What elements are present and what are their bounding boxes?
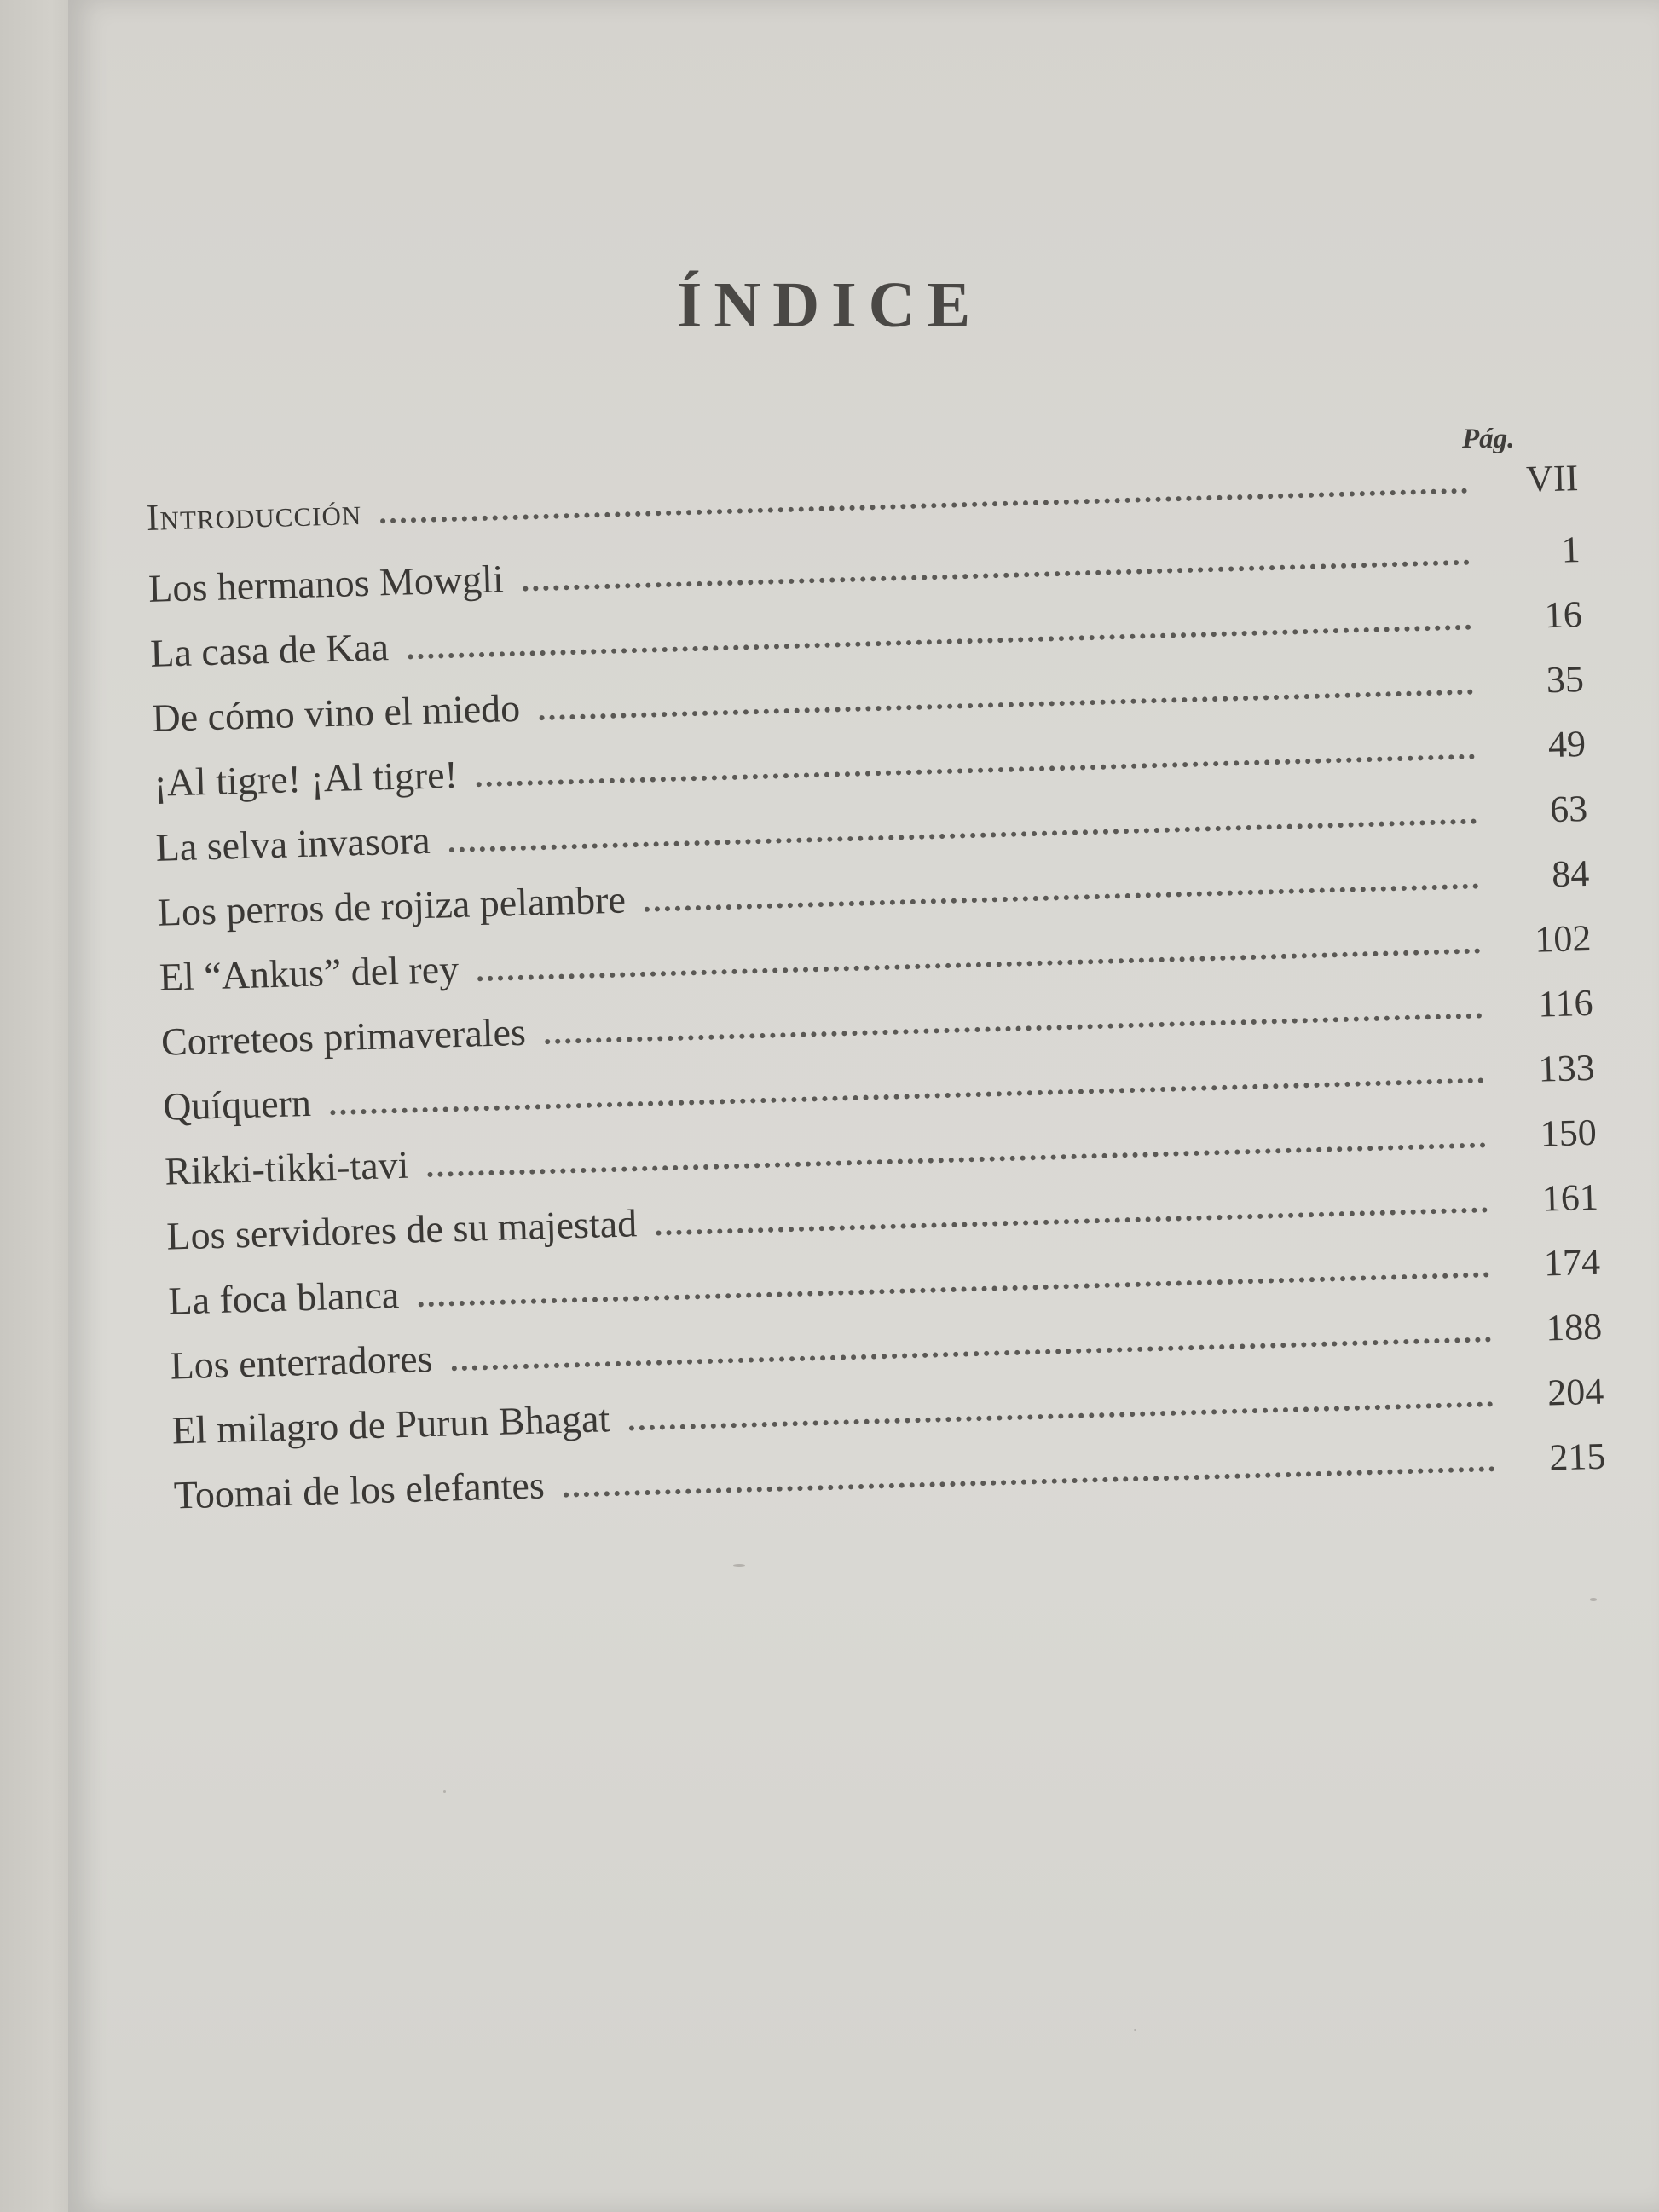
toc-entry-page: 150 (1540, 1111, 1598, 1155)
toc-entry-page: 35 (1546, 657, 1585, 702)
table-of-contents (145, 420, 1606, 1515)
toc-entry-page: 116 (1537, 981, 1594, 1025)
toc-entry-title: La foca blanca (167, 1273, 400, 1323)
toc-entry-page: 84 (1551, 852, 1590, 896)
page-column-label: Pág. (1462, 424, 1515, 454)
toc-entry-page: 174 (1543, 1240, 1601, 1285)
toc-entry-title: El milagro de Purun Bhagat (171, 1396, 610, 1453)
toc-entry-title: ¡Al tigre! ¡Al tigre! (153, 752, 459, 805)
toc-entry-title: Quíquern (162, 1080, 312, 1129)
paper-speck (733, 1564, 745, 1567)
toc-entry-page: 161 (1541, 1175, 1599, 1220)
toc-entry-page: 133 (1537, 1046, 1596, 1090)
toc-entry-title: Los servidores de su majestad (165, 1201, 638, 1258)
toc-entry-page: VII (1525, 457, 1579, 500)
paper-speck (1590, 1598, 1597, 1601)
toc-entry-page: 49 (1547, 722, 1587, 766)
toc-entry-title: De cómo vino el miedo (151, 685, 521, 740)
toc-entry-title: Los perros de rojiza pelambre (157, 877, 627, 934)
paper-speck (443, 1790, 446, 1793)
toc-entry-page: 16 (1544, 593, 1583, 637)
toc-entry-page: 102 (1534, 916, 1592, 961)
toc-entry-page: 63 (1549, 787, 1588, 831)
index-title: ÍNDICE (676, 269, 983, 341)
toc-entry-title: Los enterradores (169, 1337, 434, 1388)
toc-entry-title: Toomai de los elefantes (173, 1463, 546, 1517)
toc-entry-title: El “Ankus” del rey (159, 946, 460, 999)
toc-entry-title: Introducción (146, 490, 362, 539)
toc-entry-page: 204 (1546, 1370, 1604, 1414)
toc-entry-title: Correteos primaverales (160, 1009, 527, 1064)
paper-speck (1134, 2029, 1136, 2031)
toc-entry-title: La casa de Kaa (149, 625, 390, 675)
toc-entry-title: Rikki-tikki-tavi (164, 1142, 410, 1193)
toc-entry-page: 1 (1560, 528, 1581, 571)
toc-entry-title: La selva invasora (154, 817, 431, 869)
toc-entry-title: Los hermanos Mowgli (147, 557, 505, 610)
toc-entry-page: 215 (1548, 1435, 1606, 1479)
toc-entry-page: 188 (1545, 1305, 1603, 1349)
